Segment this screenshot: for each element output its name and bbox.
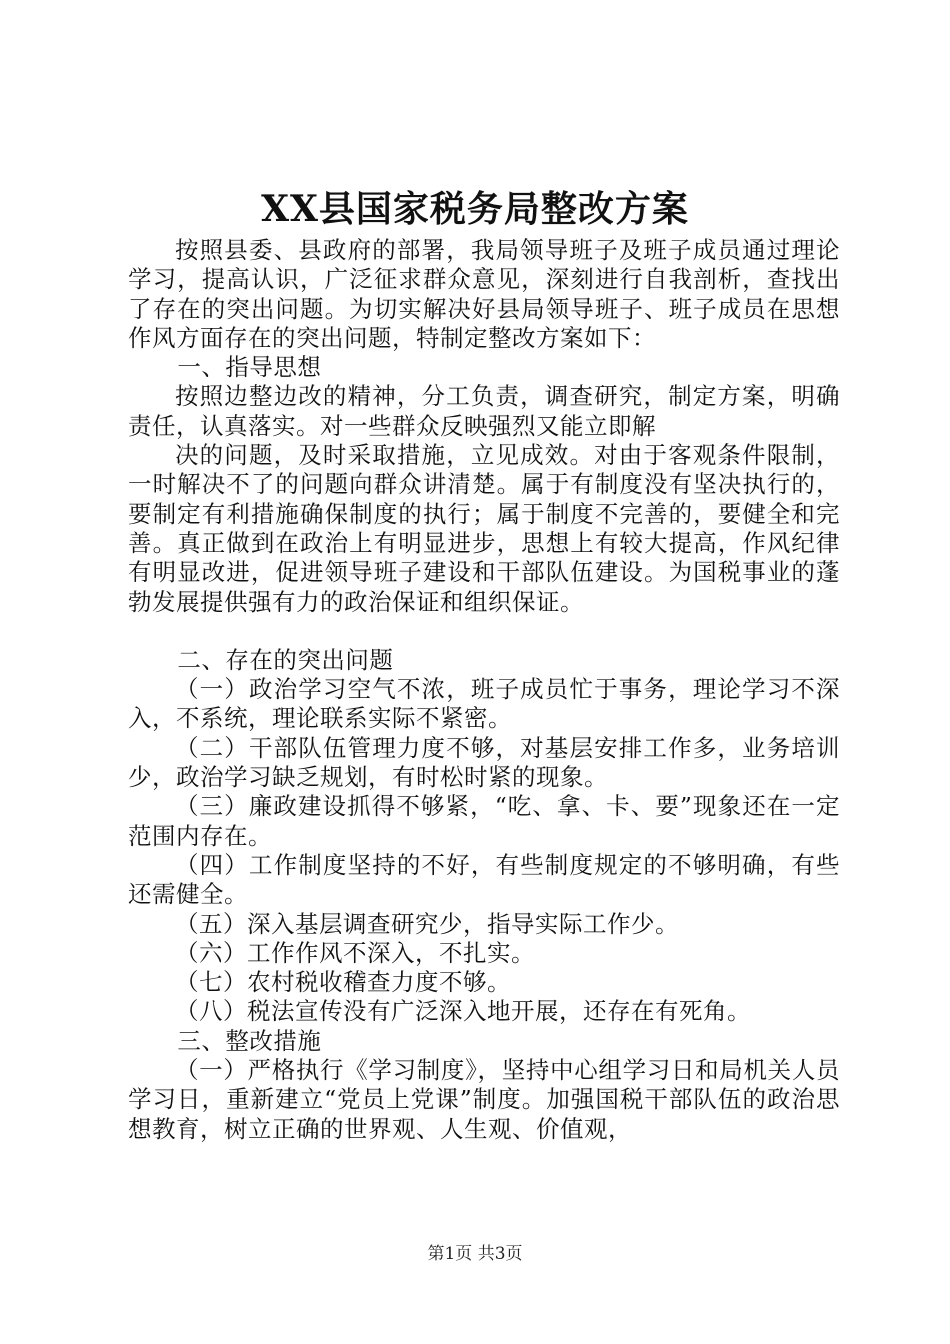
section-heading-problems: 二、存在的突出问题 [177, 645, 394, 674]
guiding-principle-paragraph-1: 按照边整边改的精神，分工负责，调查研究，制定方案，明确责任，认真落实。对一些群众反映强烈又能立即解 [128, 382, 840, 440]
problem-item: （八）税法宣传没有广泛深入地开展，还存在有死角。 [175, 997, 751, 1026]
measure-item: （一）严格执行《学习制度》，坚持中心组学习日和局机关人员学习日，重新建立“党员上党课”制度。加强国税干部队伍的政治思想教育，树立正确的世界观、人生观、价值观， [128, 1056, 840, 1143]
problem-item: （七）农村税收稽查力度不够。 [175, 968, 511, 997]
problem-item: （二）干部队伍管理力度不够，对基层安排工作多，业务培训少，政治学习缺乏规划，有时松时紧的现象。 [128, 733, 840, 792]
section-heading-guiding-principle: 一、指导思想 [177, 353, 322, 382]
document-body [128, 236, 840, 1144]
intro-paragraph: 按照县委、县政府的部署，我局领导班子及班子成员通过理论学习，提高认识，广泛征求群众意见，深刻进行自我剖析，查找出了存在的突出问题。为切实解决好县局领导班子、班子成员在思想作风方面存在的突出问题，特制定整改方案如下： [128, 236, 840, 352]
problem-item: （四）工作制度坚持的不好，有些制度规定的不够明确，有些还需健全。 [128, 850, 840, 909]
problem-item: （六）工作作风不深入，不扎实。 [175, 938, 535, 967]
problem-item: （三）廉政建设抓得不够紧，“吃、拿、卡、要”现象还在一定范围内存在。 [128, 792, 840, 850]
section-heading-measures: 三、整改措施 [177, 1026, 322, 1055]
document-title: XX县国家税务局整改方案 [261, 188, 689, 230]
problem-item: （五）深入基层调查研究少，指导实际工作少。 [175, 909, 679, 938]
problem-item: （一）政治学习空气不浓，班子成员忙于事务，理论学习不深入，不系统，理论联系实际不紧密。 [128, 675, 840, 733]
page-footer: 第1页 共3页 [427, 1244, 523, 1264]
guiding-principle-paragraph-2: 决的问题，及时采取措施，立见成效。对由于客观条件限制，一时解决不了的问题向群众讲清楚。属于有制度没有坚决执行的，要制定有利措施确保制度的执行；属于制度不完善的，要健全和完善。真正做到在政治上有明显进步，思想上有较大提高，作风纪律有明显改进，促进领导班子建设和干部队伍建设。为国税事业的蓬勃发展提供强有力的政治保证和组织保证。 [128, 441, 840, 616]
blank-line [128, 617, 840, 646]
